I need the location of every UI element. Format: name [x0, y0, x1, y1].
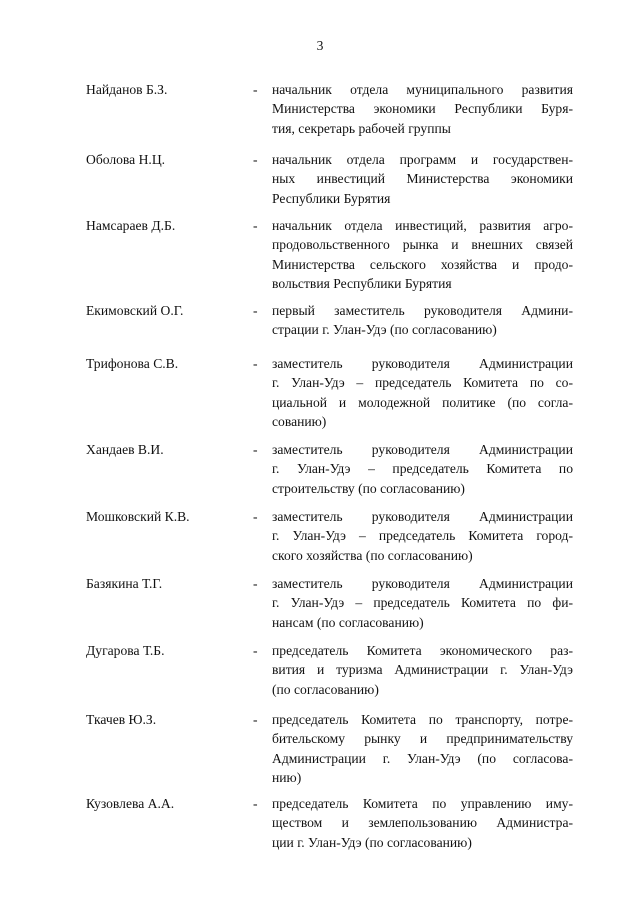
separator-dash: -: [253, 576, 258, 591]
position-line: вития и туризма Администрации г. Улан-Удэ: [272, 662, 573, 678]
position-line: заместитель руководителя Администрации: [272, 356, 573, 371]
position-line: Министерства сельского хозяйства и продо-: [272, 256, 573, 272]
member-position: [272, 216, 573, 293]
position-line: ществом и землепользованию Администра-: [272, 815, 573, 831]
position-line: заместитель руководителя Администрации: [272, 442, 573, 457]
position-line: Республики Бурятия: [272, 190, 391, 206]
member-position: [272, 440, 573, 498]
separator-dash: -: [253, 442, 258, 457]
member-position: [272, 574, 573, 632]
position-line: ции г. Улан-Удэ (по согласованию): [272, 834, 472, 850]
position-line: страции г. Улан-Удэ (по согласованию): [272, 322, 497, 338]
member-name: Кузовлева А.А.: [86, 796, 175, 811]
member-name: Ткачев Ю.З.: [86, 712, 157, 727]
separator-dash: -: [253, 82, 258, 97]
member-name: Хандаев В.И.: [86, 442, 164, 457]
position-line: (по согласованию): [272, 681, 379, 697]
member-name: Оболова Н.Ц.: [86, 152, 166, 167]
member-position: [272, 507, 573, 565]
member-name: Найданов Б.З.: [86, 82, 168, 97]
member-position: [272, 354, 573, 431]
member-position: [272, 80, 573, 138]
position-line: нансам (по согласованию): [272, 614, 424, 630]
position-line: г. Улан-Удэ – председатель Комитета город-: [272, 528, 573, 544]
member-name: Базякина Т.Г.: [86, 576, 163, 591]
separator-dash: -: [253, 152, 258, 167]
member-name: Трифонова С.В.: [86, 356, 179, 371]
position-line: председатель Комитета по транспорту, потре-: [272, 712, 573, 727]
member-position: [272, 710, 573, 787]
position-line: строительству (по согласованию): [272, 480, 465, 496]
member-name: Дугарова Т.Б.: [86, 643, 165, 658]
member-name: Намсараев Д.Б.: [86, 218, 176, 233]
separator-dash: -: [253, 218, 258, 233]
member-name: Мошковский К.В.: [86, 509, 190, 524]
position-line: Министерства экономики Республики Буря-: [272, 101, 573, 117]
position-line: продовольственного рынка и внешних связей: [272, 237, 573, 253]
separator-dash: -: [253, 509, 258, 524]
position-line: начальник отдела программ и государствен-: [272, 152, 573, 167]
position-line: вольствия Республики Бурятия: [272, 275, 452, 291]
position-line: тия, секретарь рабочей группы: [272, 120, 451, 136]
position-line: начальник отдела муниципального развития: [272, 82, 573, 97]
position-line: циальной и молодежной политике (по согла-: [272, 394, 573, 410]
page-number: 3: [316, 38, 324, 53]
position-line: ных инвестиций Министерства экономики: [272, 171, 573, 187]
separator-dash: -: [253, 303, 258, 318]
member-name: Екимовский О.Г.: [86, 303, 184, 318]
position-line: начальник отдела инвестиций, развития агро-: [272, 218, 573, 233]
separator-dash: -: [253, 356, 258, 371]
position-line: председатель Комитета по управлению иму-: [272, 796, 573, 811]
position-line: г. Улан-Удэ – председатель Комитета по фи-: [272, 595, 573, 611]
position-line: председатель Комитета экономического раз-: [272, 643, 573, 658]
separator-dash: -: [253, 796, 258, 811]
member-position: [272, 794, 573, 852]
position-line: заместитель руководителя Администрации: [272, 509, 573, 524]
position-line: заместитель руководителя Администрации: [272, 576, 573, 591]
member-position: [272, 150, 573, 208]
separator-dash: -: [253, 712, 258, 727]
position-line: Администрации г. Улан-Удэ (по согласова-: [272, 750, 573, 766]
position-line: бительскому рынку и предпринимательству: [272, 731, 573, 747]
position-line: ского хозяйства (по согласованию): [272, 547, 473, 563]
position-line: первый заместитель руководителя Админи-: [272, 303, 573, 318]
position-line: г. Улан-Удэ – председатель Комитета по: [272, 461, 573, 477]
position-line: сованию): [272, 413, 327, 429]
position-line: нию): [272, 769, 302, 785]
member-position: [272, 641, 573, 699]
position-line: г. Улан-Удэ – председатель Комитета по со-: [272, 375, 573, 391]
member-position: [272, 301, 573, 340]
separator-dash: -: [253, 643, 258, 658]
